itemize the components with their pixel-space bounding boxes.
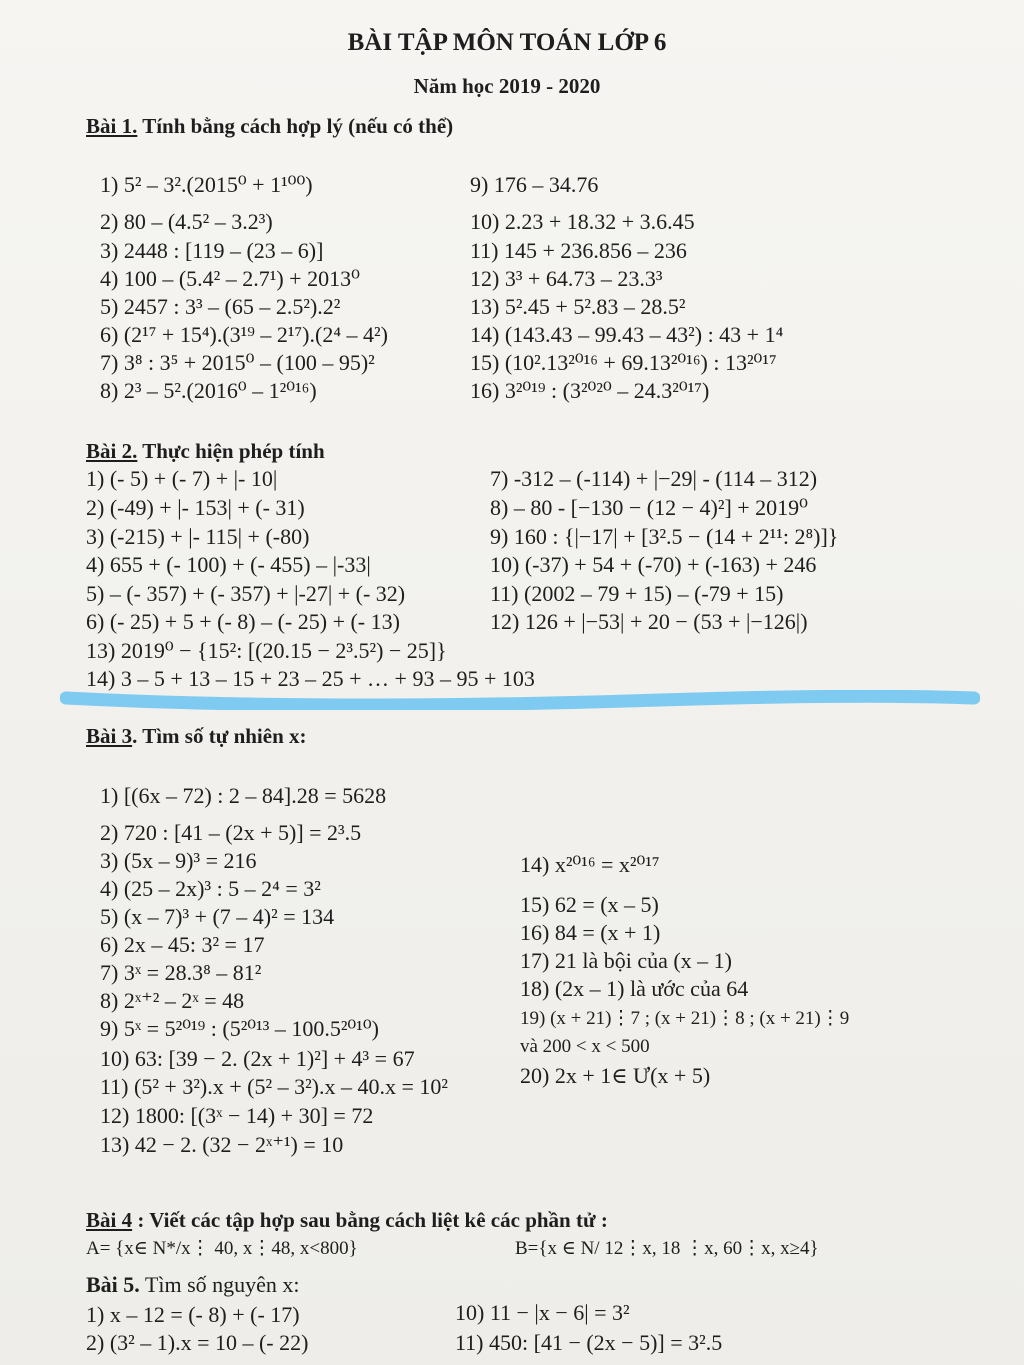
bai2-item: 12) 126 + |−53| + 20 − (53 + |−126|) <box>490 609 808 634</box>
bai1-item: 8) 2³ – 5².(2016⁰ – 1²⁰¹⁶) <box>100 378 317 403</box>
bai2-item: 1) (- 5) + (- 7) + |- 10| <box>86 466 278 491</box>
set-b: B={x ∈ N/ 12⋮x, 18 ⋮x, 60⋮x, x≥4} <box>515 1238 819 1259</box>
highlighter-stroke <box>60 690 980 710</box>
bai4-heading-text: : Viết các tập hợp sau bằng cách liệt kê các phần tử : <box>132 1208 608 1232</box>
bai1-heading-label: Bài 1. <box>86 114 138 138</box>
bai1-heading <box>86 113 453 139</box>
bai1-item: 7) 3⁸ : 3⁵ + 2015⁰ – (100 – 95)² <box>100 350 375 375</box>
bai3-heading-text: . Tìm số tự nhiên x: <box>132 724 307 748</box>
bai2-heading-text: Thực hiện phép tính <box>137 439 325 463</box>
bai1-item: 16) 3²⁰¹⁹ : (3²⁰²⁰ – 24.3²⁰¹⁷) <box>470 378 710 403</box>
set-a: A= {x∈ N*/x⋮ 40, x⋮48, x<800} <box>86 1238 358 1259</box>
bai3-item: 4) (25 – 2x)³ : 5 – 2⁴ = 3² <box>100 876 321 901</box>
bai3-item: 10) 63: [39 − 2. (2x + 1)²] + 4³ = 67 <box>100 1046 415 1071</box>
bai3-item: và 200 < x < 500 <box>520 1036 650 1057</box>
bai2-item: 9) 160 : {|−17| + [3².5 − (14 + 2¹¹: 2⁸)]} <box>490 524 839 549</box>
bai3-item: 18) (2x – 1) là ước của 64 <box>520 976 749 1001</box>
bai2-item: 6) (- 25) + 5 + (- 8) – (- 25) + (- 13) <box>86 609 400 634</box>
bai4-heading <box>86 1207 608 1233</box>
bai3-item: 14) x²⁰¹⁶ = x²⁰¹⁷ <box>520 852 660 877</box>
bai4-heading-label: Bài 4 <box>86 1208 133 1232</box>
bai1-item: 5) 2457 : 3³ – (65 – 2.5²).2² <box>100 294 341 319</box>
bai5-heading-label: Bài 5. <box>86 1272 140 1297</box>
school-year: Năm học 2019 - 2020 <box>413 74 601 98</box>
bai1-item: 6) (2¹⁷ + 15⁴).(3¹⁹ – 2¹⁷).(2⁴ – 4²) <box>100 322 388 347</box>
bai1-item: 13) 5².45 + 5².83 – 28.5² <box>470 294 686 319</box>
bai5-item: 11) 450: [41 − (2x − 5)] = 3².5 <box>455 1330 723 1355</box>
bai3-item: 5) (x – 7)³ + (7 – 4)² = 134 <box>100 904 335 929</box>
page-title: BÀI TẬP MÔN TOÁN LỚP 6 <box>347 29 667 56</box>
bai2-heading-label: Bài 2. <box>86 439 138 463</box>
bai2-item: 8) – 80 - [−130 − (12 − 4)²] + 2019⁰ <box>490 495 809 520</box>
bai2-item: 14) 3 – 5 + 13 – 15 + 23 – 25 + … + 93 – 95 + 103 <box>86 666 535 691</box>
bai3-item: 7) 3ˣ = 28.3⁸ – 81² <box>100 960 262 985</box>
bai3-item: 19) (x + 21)⋮7 ; (x + 21)⋮8 ; (x + 21)⋮9 <box>520 1008 850 1029</box>
bai3-item: 17) 21 là bội của (x – 1) <box>520 948 732 973</box>
bai5-heading <box>86 1272 300 1298</box>
bai1-item: 4) 100 – (5.4² – 2.7¹) + 2013⁰ <box>100 266 360 291</box>
bai1-item: 10) 2.23 + 18.32 + 3.6.45 <box>470 209 695 234</box>
bai1-item: 1) 5² – 3².(2015⁰ + 1¹⁰⁰) <box>100 172 313 197</box>
bai3-item: 16) 84 = (x + 1) <box>520 920 661 945</box>
bai5-item: 10) 11 − |x − 6| = 3² <box>455 1300 630 1325</box>
bai3-item: 13) 42 − 2. (32 − 2ˣ⁺¹) = 10 <box>100 1132 344 1157</box>
bai1-item: 3) 2448 : [119 – (23 – 6)] <box>100 238 324 263</box>
bai3-item: 9) 5ˣ = 5²⁰¹⁹ : (5²⁰¹³ – 100.5²⁰¹⁰) <box>100 1016 379 1041</box>
bai1-item: 12) 3³ + 64.73 – 23.3³ <box>470 266 663 291</box>
bai5-item: 1) x – 12 = (- 8) + (- 17) <box>86 1302 300 1327</box>
bai1-item: 11) 145 + 236.856 – 236 <box>470 238 687 263</box>
bai2-item: 7) -312 – (-114) + |−29| - (114 – 312) <box>490 466 818 491</box>
bai3-heading-label: Bài 3 <box>86 724 133 748</box>
bai3-item: 11) (5² + 3²).x + (5² – 3²).x – 40.x = 10² <box>100 1074 449 1099</box>
bai2-item: 2) (-49) + |- 153| + (- 31) <box>86 495 305 520</box>
bai2-item: 4) 655 + (- 100) + (- 455) – |-33| <box>86 552 371 577</box>
bai5-heading-text: Tìm số nguyên x: <box>139 1272 300 1297</box>
bai3-item: 2) 720 : [41 – (2x + 5)] = 2³.5 <box>100 820 362 845</box>
bai2-item: 5) – (- 357) + (- 357) + |-27| + (- 32) <box>86 581 406 606</box>
bai3-item: 1) [(6x – 72) : 2 – 84].28 = 5628 <box>100 783 387 808</box>
bai1-item: 9) 176 – 34.76 <box>470 172 599 197</box>
bai2-item: 10) (-37) + 54 + (-70) + (-163) + 246 <box>490 552 817 577</box>
bai2-item: 11) (2002 – 79 + 15) – (-79 + 15) <box>490 581 784 606</box>
bai1-item: 14) (143.43 – 99.43 – 43²) : 43 + 1⁴ <box>470 322 784 347</box>
bai2-item: 13) 2019⁰ − {15²: [(20.15 − 2³.5²) − 25]} <box>86 638 447 663</box>
bai2-heading <box>86 438 325 464</box>
bai3-item: 15) 62 = (x – 5) <box>520 892 659 917</box>
bai5-item: 2) (3² – 1).x = 10 – (- 22) <box>86 1330 309 1355</box>
bai1-item: 15) (10².13²⁰¹⁶ + 69.13²⁰¹⁶) : 13²⁰¹⁷ <box>470 350 777 375</box>
bai3-item: 12) 1800: [(3ˣ − 14) + 30] = 72 <box>100 1103 374 1128</box>
bai1-item: 2) 80 – (4.5² – 3.2³) <box>100 209 273 234</box>
bai2-item: 3) (-215) + |- 115| + (-80) <box>86 524 310 549</box>
bai3-item: 8) 2ˣ⁺² – 2ˣ = 48 <box>100 988 245 1013</box>
bai3-item: 3) (5x – 9)³ = 216 <box>100 848 257 873</box>
bai3-item: 20) 2x + 1∈ Ư(x + 5) <box>520 1063 711 1088</box>
bai3-item: 6) 2x – 45: 3² = 17 <box>100 932 265 957</box>
bai1-heading-text: Tính bằng cách hợp lý (nếu có thể) <box>137 114 454 138</box>
bai3-heading <box>86 723 307 749</box>
